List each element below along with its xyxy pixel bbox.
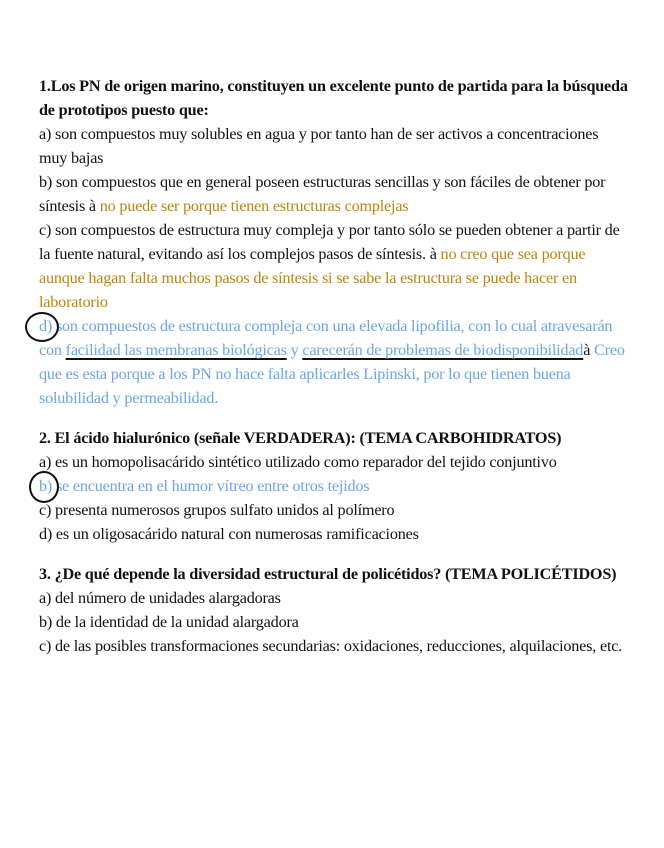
- option-b-text: se encuentra en el humor vítreo entre otros tejidos: [52, 477, 370, 495]
- option-d-comment: Creo que es esta porque a los PN no hace falta aplicarles Lipinski, por lo que tienen buena solubilidad y permeabilidad.: [39, 341, 625, 407]
- option-d-underlined-2: carecerán de problemas de biodisponibilidad: [302, 341, 584, 359]
- option-d-text-2: y: [286, 341, 303, 359]
- option-d-label: d): [39, 317, 53, 335]
- question-1-option-c: [39, 218, 629, 314]
- question-1-option-b: [39, 170, 629, 218]
- option-b-label: b): [39, 477, 53, 495]
- question-2-option-a: a) es un homopolisacárido sintético utilizado como reparador del tejido conjuntivo: [39, 453, 557, 471]
- arrow-symbol: à: [88, 197, 96, 215]
- question-2-option-d: d) es un oligosacárido natural con numerosas ramificaciones: [39, 525, 419, 543]
- option-d-text-1: son compuestos de estructura compleja con una elevada lipofilia, con lo cual atravesarán con: [39, 317, 613, 359]
- question-3-option-a: a) del número de unidades alargadoras: [39, 589, 281, 607]
- question-1-title: 1.Los PN de origen marino, constituyen un excelente punto de partida para la búsqueda de prototipos puesto que:: [39, 77, 628, 119]
- question-3-title: 3. ¿De qué depende la diversidad estructural de policétidos? (TEMA POLICÉTIDOS): [39, 565, 617, 583]
- question-2-option-c: c) presenta numerosos grupos sulfato unidos al polímero: [39, 501, 395, 519]
- question-3: [39, 562, 629, 658]
- question-1-option-d: [39, 314, 629, 410]
- question-1-option-a: a) son compuestos muy solubles en agua y por tanto han de ser activos a concentraciones muy bajas: [39, 125, 599, 167]
- question-2: [39, 426, 629, 546]
- option-b-text: b) son compuestos que en general poseen estructuras sencillas y son fáciles de obtener por síntesis: [39, 173, 606, 215]
- option-c-comment: no creo que sea porque aunque hagan falta muchos pasos de síntesis si se sabe la estructura se puede hacer en laboratorio: [39, 245, 586, 311]
- question-2-option-b: [39, 474, 629, 498]
- arrow-symbol: à: [429, 245, 437, 263]
- question-3-option-b: b) de la identidad de la unidad alargadora: [39, 613, 299, 631]
- option-d-underlined-1: facilidad las membranas biológicas: [65, 341, 287, 359]
- arrow-symbol: à: [583, 341, 591, 359]
- document-page: [39, 74, 629, 674]
- option-c-text: c) son compuestos de estructura muy compleja y por tanto sólo se pueden obtener a partir de la fuente natural, evitando así los complejos pasos de síntesis.: [39, 221, 620, 263]
- question-1: [39, 74, 629, 410]
- question-3-option-c: c) de las posibles transformaciones secundarias: oxidaciones, reducciones, alquilaciones, etc.: [39, 637, 623, 655]
- question-2-title: 2. El ácido hialurónico (señale VERDADERA): (TEMA CARBOHIDRATOS): [39, 429, 562, 447]
- option-b-comment: no puede ser porque tienen estructuras complejas: [95, 197, 409, 215]
